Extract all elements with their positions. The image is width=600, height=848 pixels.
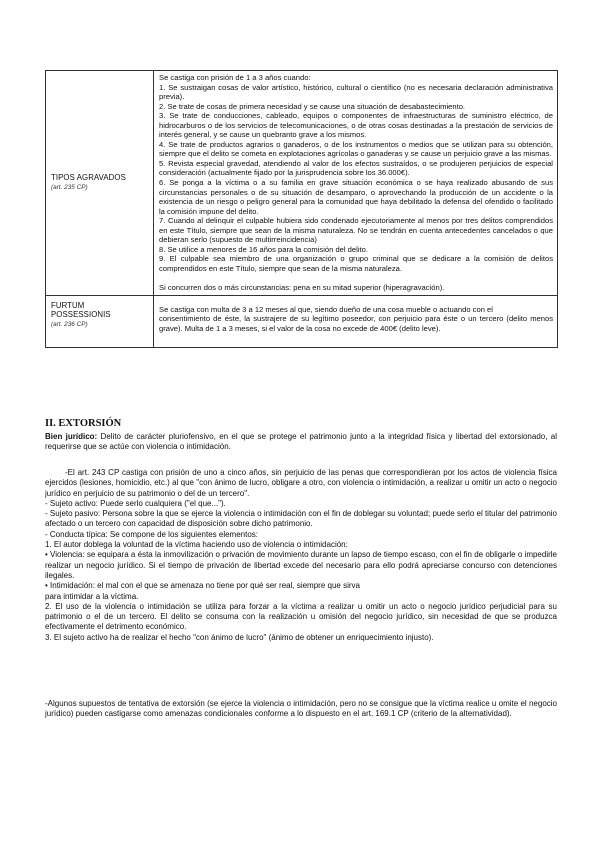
element-2: 2. El uso de la violencia o intimidación se utiliza para forzar a la víctima a realizar u omitir un acto o negocio jurídico perjudicial para su patrimonio o el de un tercero. El delito se consuma con la realización u omisión del negocio jurídico, sin necesidad de que se produzca efectivamente el detrimento económico.	[45, 601, 557, 632]
intimidacion-bullet: • Intimidación: el mal con el que se amenaza no tiene por qué ser real, siempre que sirva	[45, 581, 360, 591]
bien-juridico-text: Delito de carácter pluriofensivo, en el que se protege el patrimonio junto a la integridad física y libertad del extorsionado, al requerirse que se actúe con violencia o intimidación.	[45, 432, 557, 452]
table-row-furtum-possessionis	[46, 295, 558, 347]
bien-juridico-label: Bien jurídico:	[45, 432, 98, 441]
sujeto-activo: - Sujeto activo: Puede serlo cualquiera ("el que...").	[45, 498, 226, 508]
crimes-table	[45, 70, 558, 348]
list-item: 8. Se utilice a menores de 16 años para la comisión del delito.	[159, 244, 368, 254]
list-item: 6. Se ponga a la víctima o a su familia en grave situación económica o se haya realizado abusando de sus circunstancias personales o de su situación de desamparo, o aprovechando la producción de un accidente o la existencia de un riesgo o peligro general para la comunidad que haya debilitado la defensa del ofendido o facilitado la comisión impune del delito.	[159, 178, 553, 216]
list-item: Se castiga con prisión de 1 a 3 años cuando:	[159, 73, 311, 82]
tentativa-paragraph: -Algunos supuestos de tentativa de extorsión (se ejerce la violencia o intimidación, pero no se consigue que la víctima realice u omite el negocio jurídico) pueden castigarse como amenazas condicionales conforme a lo dispuesto en el art. 169.1 CP (criterio de la alternatividad).	[45, 699, 557, 719]
element-3: 3. El sujeto activo ha de realizar el hecho "con ánimo de lucro" (ánimo de obtener un enriquecimiento injusto).	[45, 632, 434, 642]
list-item: 9. El culpable sea miembro de una organización o grupo criminal que se dedicare a la comisión de delitos comprendidos en este Título, siempre que sean de la misma naturaleza.	[159, 254, 553, 273]
list-item: 2. Se trate de cosas de primera necesidad y se cause una situación de desabastecimiento.	[159, 101, 466, 111]
aggravated-list	[159, 73, 553, 293]
table-row-tipos-agravados	[46, 71, 558, 296]
row-article: (art. 236 CP)	[51, 320, 88, 328]
list-item: 1. Se sustraigan cosas de valor artístico, histórico, cultural o científico (no es necesaria declaración administrativa previa).	[159, 82, 553, 102]
label-cell	[46, 71, 154, 296]
intimidacion-continuation: para intimidar a la víctima.	[45, 591, 139, 601]
row-label: TIPOS AGRAVADOS	[51, 173, 126, 183]
section-body	[45, 432, 557, 453]
row-label-line1: FURTUM	[51, 300, 85, 310]
content-cell	[154, 295, 558, 347]
content-cell	[154, 71, 558, 296]
list-item: 5. Revista especial gravedad, atendiendo al valor de los efectos sustraídos, o se produjeren perjuicios de especial consideración (actualmente fijado por la jurisprudencia sobre los 36.000€).	[159, 158, 553, 178]
sujeto-pasivo: - Sujeto pasivo: Persona sobre la que se ejerce la violencia o intimidación con el fin de doblegar su voluntad; puede serlo el titular del patrimonio afectado o un tercero con capacidad de disposición sobre dicho patrimonio.	[45, 509, 557, 529]
furtum-text-line2: consentimiento de éste, la sustrajere de su legítimo poseedor, con perjuicio para éste o un tercero (delito menos grave). Multa de 1 a 3 meses, si el valor de la cosa no excede de 400€ (delito leve).	[159, 314, 553, 333]
list-item: 3. Se trate de conducciones, cableado, equipos o componentes de infraestructuras de suministro eléctrico, de hidrocarburos o de los servicios de telecomunicaciones, o de otras cosas destinadas a la prestación de servicios de interés general, y se cause un quebranto grave a los mismos.	[159, 111, 553, 140]
list-item: 7. Cuando al delinquir el culpable hubiera sido condenado ejecutoriamente al menos por tres delitos comprendidos en este Título, siempre que sean de la misma naturaleza. No se tendrán en cuenta antecedentes cancelados o que debieran serlo (supuesto de multirreincidencia)	[159, 216, 553, 245]
list-item: 4. Se trate de productos agrarios o ganaderos, o de los instrumentos o medios que se utilizan para su obtención, siempre que el delito se cometa en explotaciones agrícolas o ganaderas y se cause un perjuicio grave a las mismas.	[159, 139, 553, 159]
conducta-tipica: - Conducta típica: Se compone de los siguientes elementos:	[45, 529, 259, 539]
row-label-line2: POSSESSIONIS	[51, 310, 111, 320]
row-article: (art. 235 CP)	[51, 183, 88, 191]
label-cell	[46, 295, 154, 347]
furtum-text-line1: Se castiga con multa de 3 a 12 meses al que, siendo dueño de una cosa mueble o actuando con el	[159, 304, 493, 314]
section-heading: II. EXTORSIÓN	[45, 418, 122, 429]
art-243-paragraph: -El art. 243 CP castiga con prisión de uno a cinco años, sin perjuicio de las penas que correspondieran por los actos de violencia física ejercidos (lesiones, homicidio, etc.) al que "con ánimo de lucro, obligare a otro, con violencia o intimidación, a realizar u omitir un acto o negocio jurídico en perjuicio de su patrimonio o del de un tercero".	[45, 468, 557, 498]
bien-juridico-paragraph	[45, 432, 557, 453]
violencia-bullet: • Violencia: se equipara a ésta la inmovilización o privación de movimiento durante un lapso de tiempo escaso, con el fin de obligarle o impedirle realizar un negocio jurídico. Si el tiempo de privación de libertad excede del necesario para ello podrá apreciarse concurso con detenciones ilegales.	[45, 550, 557, 580]
closing-note: Si concurren dos o más circunstancias: pena en su mitad superior (hiperagravación).	[159, 282, 445, 292]
element-1: 1. El autor doblega la voluntad de la víctima haciendo uso de violencia o intimidación:	[45, 540, 348, 550]
